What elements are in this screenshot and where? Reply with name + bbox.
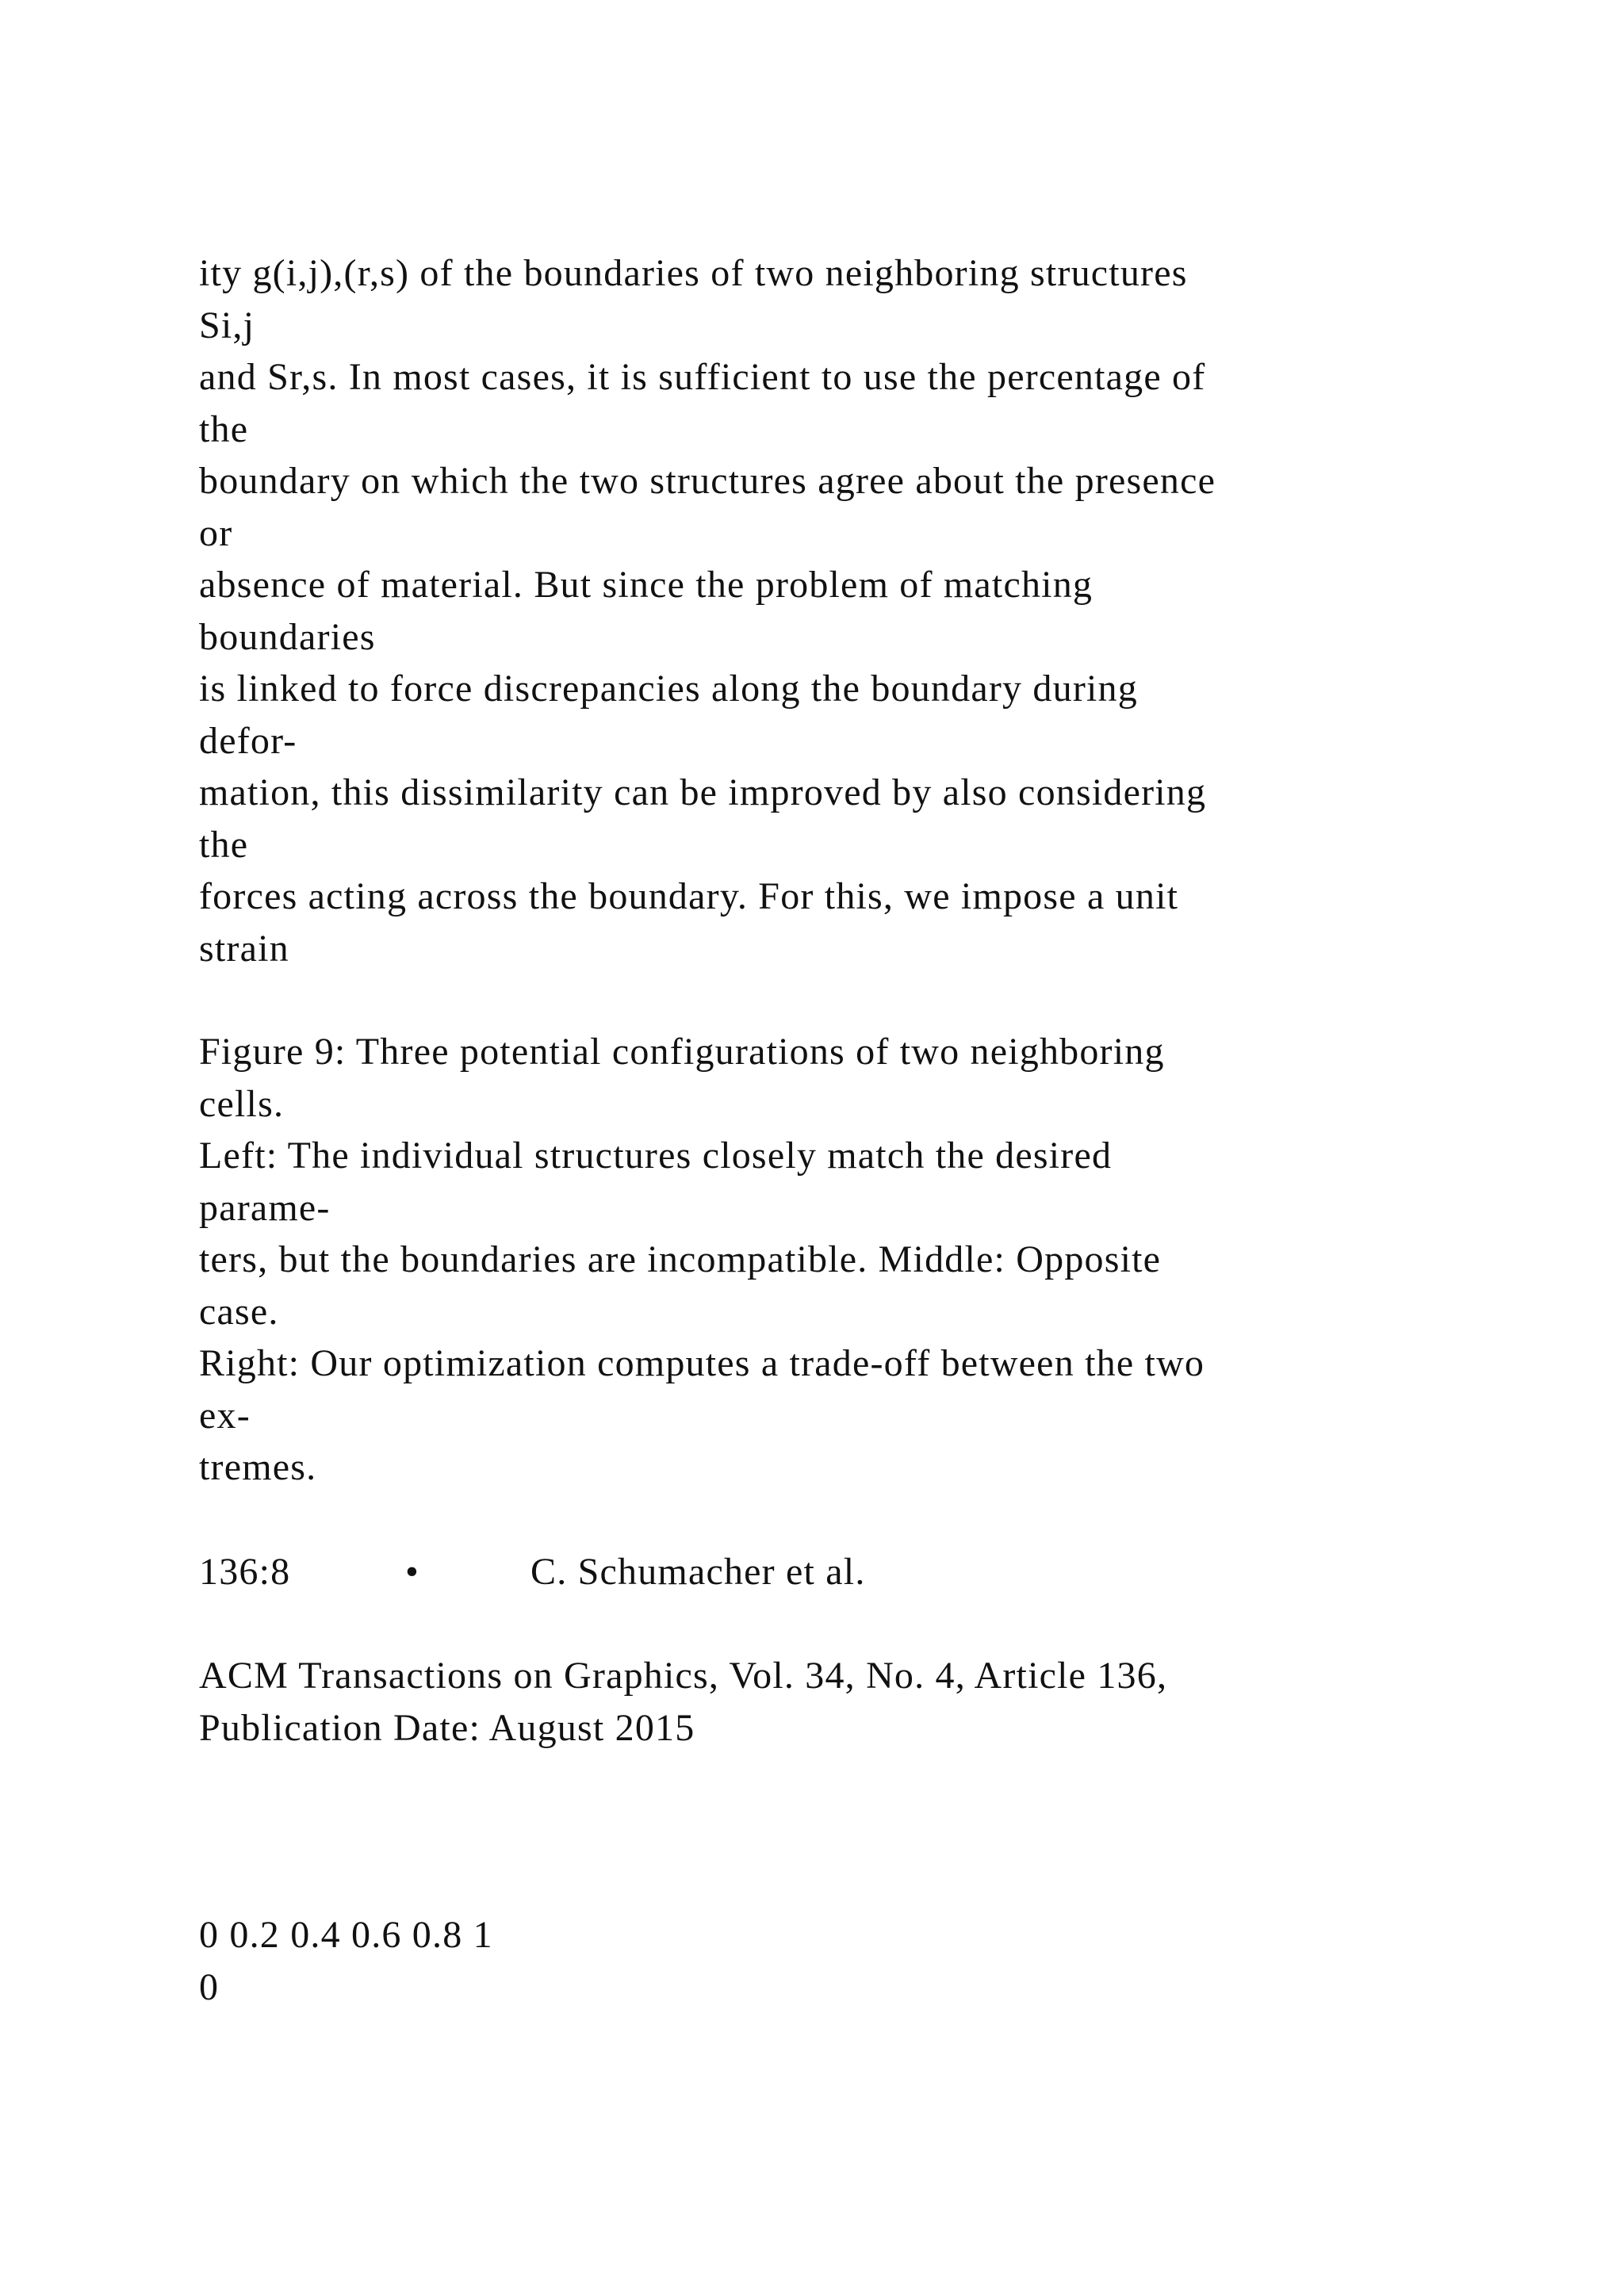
axis-tick-line: 0 0.2 0.4 0.6 0.8 1 <box>199 1914 493 1956</box>
paragraph-line: is linked to force discrepancies along the boundary during <box>199 668 1138 710</box>
caption-line: Left: The individual structures closely match the desired <box>199 1135 1113 1177</box>
axis-tick-text <box>199 1909 1500 2013</box>
journal-info <box>199 1650 1500 1754</box>
caption-line: ex- <box>199 1394 251 1437</box>
paragraph-line: the <box>199 823 249 866</box>
bullet-separator: • <box>405 1551 420 1593</box>
caption-line: ters, but the boundaries are incompatible. Middle: Opposite <box>199 1238 1162 1280</box>
running-head <box>199 1546 1500 1598</box>
caption-line: tremes. <box>199 1446 317 1488</box>
paragraph-line: the <box>199 408 249 450</box>
journal-info-line: Publication Date: August 2015 <box>199 1706 695 1749</box>
caption-line: Figure 9: Three potential configurations of two neighboring <box>199 1031 1165 1073</box>
paragraph-line: or <box>199 511 233 554</box>
page-number: 136:8 <box>199 1551 291 1593</box>
paragraph-line: boundary on which the two structures agree about the presence <box>199 460 1216 502</box>
paragraph-line: Si,j <box>199 304 255 346</box>
caption-line: cells. <box>199 1082 285 1125</box>
paragraph-line: defor- <box>199 719 297 762</box>
caption-line: parame- <box>199 1186 331 1229</box>
paragraph-line: ity g(i,j),(r,s) of the boundaries of two neighboring structures <box>199 252 1188 294</box>
paragraph-line: forces acting across the boundary. For this, we impose a unit <box>199 875 1179 917</box>
paragraph-line: mation, this dissimilarity can be improved by also considering <box>199 771 1207 813</box>
paragraph-line: boundaries <box>199 615 376 658</box>
body-paragraph <box>199 247 1500 974</box>
paragraph-line: absence of material. But since the problem of matching <box>199 564 1094 606</box>
journal-info-line: ACM Transactions on Graphics, Vol. 34, No. 4, Article 136, <box>199 1655 1168 1697</box>
axis-tick-line: 0 <box>199 1965 220 2008</box>
figure-caption <box>199 1026 1500 1494</box>
running-head-author: C. Schumacher et al. <box>530 1551 866 1593</box>
paragraph-line: strain <box>199 927 289 970</box>
paragraph-line: and Sr,s. In most cases, it is sufficient to use the percentage of <box>199 356 1206 398</box>
caption-line: case. <box>199 1290 279 1333</box>
caption-line: Right: Our optimization computes a trade-off between the two <box>199 1342 1205 1384</box>
